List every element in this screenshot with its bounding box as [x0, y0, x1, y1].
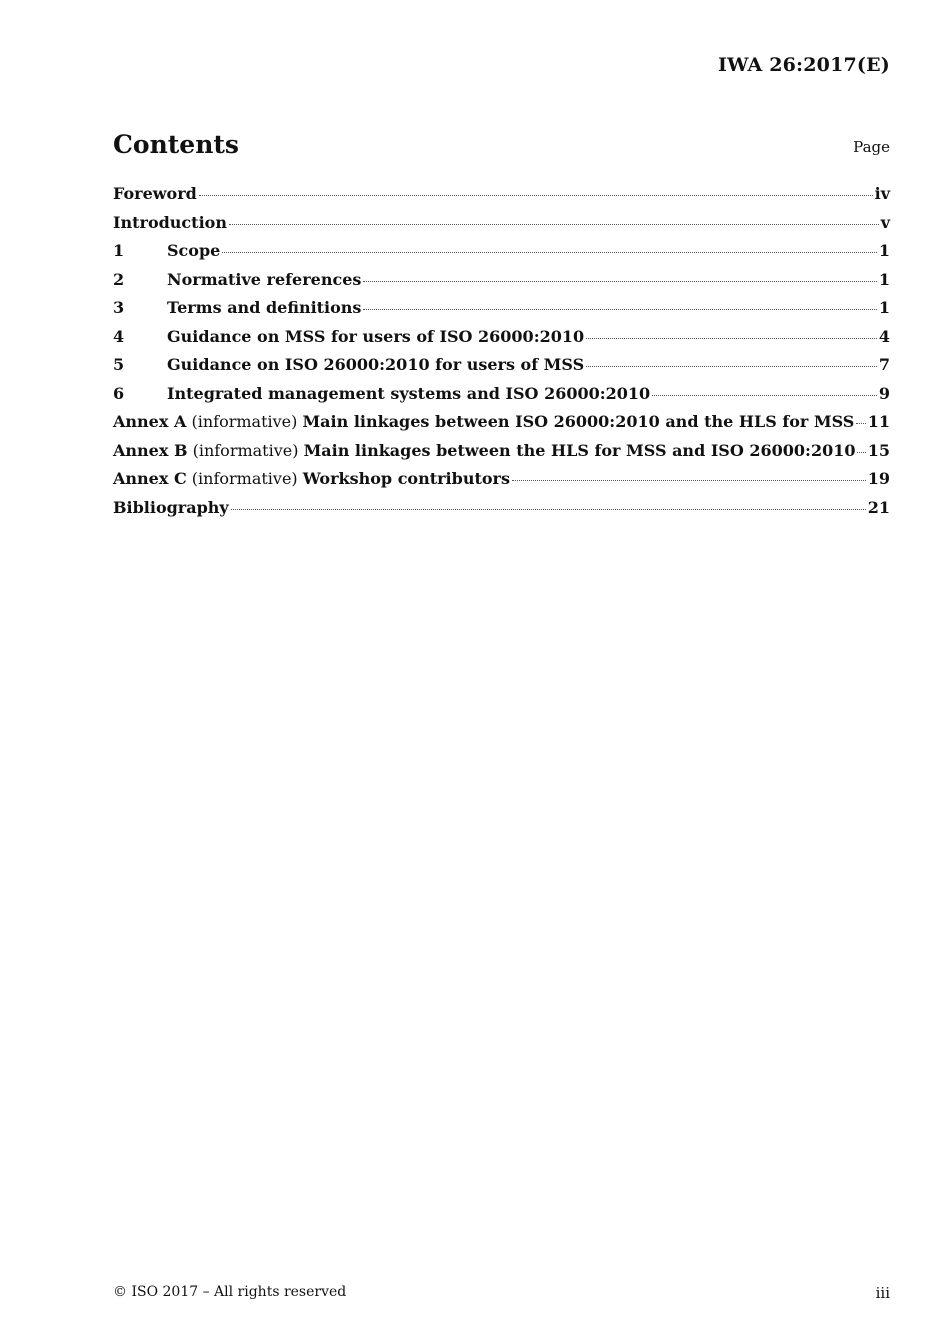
- contents-title: Contents: [113, 130, 240, 159]
- toc-entry-page: 9: [878, 383, 890, 403]
- toc-entry-title: Foreword: [113, 184, 197, 203]
- table-of-contents: [113, 184, 890, 526]
- toc-entry-introduction[interactable]: [113, 213, 890, 242]
- toc-entry-title: Terms and definitions: [167, 298, 362, 317]
- toc-entry-title: Normative references: [167, 269, 362, 289]
- toc-entry-page: v: [880, 212, 890, 232]
- toc-entry-page: 4: [878, 326, 890, 346]
- toc-entry-number: 1: [113, 241, 125, 260]
- toc-entry-clause-6[interactable]: [113, 384, 890, 413]
- toc-entry-page: 11: [867, 412, 890, 431]
- page-number: iii: [875, 1284, 890, 1302]
- annex-title: Main linkages between ISO 26000:2010 and the HLS for MSS: [302, 412, 855, 431]
- toc-entry-foreword[interactable]: [113, 184, 890, 213]
- toc-entry-page: 1: [878, 241, 890, 260]
- annex-label: Annex B: [113, 440, 188, 460]
- annex-title: Workshop contributors: [302, 469, 510, 488]
- toc-entry-title: Introduction: [113, 212, 227, 232]
- toc-entry-page: 1: [878, 269, 890, 289]
- dot-leader: [363, 309, 876, 310]
- toc-entry-bibliography[interactable]: [113, 498, 890, 527]
- toc-entry-title: Scope: [167, 241, 221, 260]
- dot-leader: [363, 281, 876, 282]
- copyright-notice: © ISO 2017 – All rights reserved: [113, 1284, 347, 1300]
- annex-qualifier: (informative): [191, 412, 298, 431]
- dot-leader: [231, 509, 866, 510]
- dot-leader: [857, 452, 865, 453]
- toc-entry-clause-2[interactable]: [113, 270, 890, 299]
- toc-entry-annex-b[interactable]: [113, 441, 890, 470]
- toc-entry-page: iv: [874, 184, 890, 203]
- toc-entry-number: 6: [113, 383, 125, 403]
- dot-leader: [199, 195, 873, 196]
- document-id: IWA 26:2017(E): [718, 54, 890, 76]
- toc-entry-title: Guidance on MSS for users of ISO 26000:2010: [167, 326, 585, 346]
- annex-qualifier: (informative): [192, 440, 299, 460]
- dot-leader: [229, 224, 879, 225]
- dot-leader: [586, 338, 877, 339]
- toc-entry-page: 7: [878, 355, 890, 374]
- annex-label: Annex C: [113, 469, 187, 488]
- toc-entry-annex-c[interactable]: [113, 469, 890, 498]
- toc-entry-page: 1: [878, 298, 890, 317]
- toc-entry-number: 3: [113, 298, 125, 317]
- page-footer: [113, 1284, 890, 1302]
- toc-entry-number: 2: [113, 269, 125, 289]
- toc-entry-number: 4: [113, 326, 125, 346]
- toc-entry-annex-a[interactable]: [113, 412, 890, 441]
- toc-entry-clause-4[interactable]: [113, 327, 890, 356]
- annex-label: Annex A: [113, 412, 187, 431]
- toc-entry-number: 5: [113, 355, 125, 374]
- contents-header: [113, 130, 890, 159]
- toc-entry-page: 15: [867, 440, 890, 460]
- toc-entry-clause-3[interactable]: [113, 298, 890, 327]
- annex-qualifier: (informative): [191, 469, 298, 488]
- page-column-label: Page: [853, 138, 890, 156]
- toc-entry-title: Guidance on ISO 26000:2010 for users of MSS: [167, 355, 585, 374]
- toc-entry-title: Bibliography: [113, 497, 229, 517]
- annex-title: Main linkages between the HLS for MSS and ISO 26000:2010: [303, 440, 856, 460]
- toc-entry-clause-5[interactable]: [113, 355, 890, 384]
- dot-leader: [856, 423, 865, 424]
- dot-leader: [512, 480, 866, 481]
- toc-entry-clause-1[interactable]: [113, 241, 890, 270]
- toc-entry-page: 19: [867, 469, 890, 488]
- dot-leader: [222, 252, 877, 253]
- dot-leader: [586, 366, 877, 367]
- dot-leader: [652, 395, 877, 396]
- toc-entry-title: Integrated management systems and ISO 26000:2010: [167, 383, 651, 403]
- toc-entry-page: 21: [867, 497, 890, 517]
